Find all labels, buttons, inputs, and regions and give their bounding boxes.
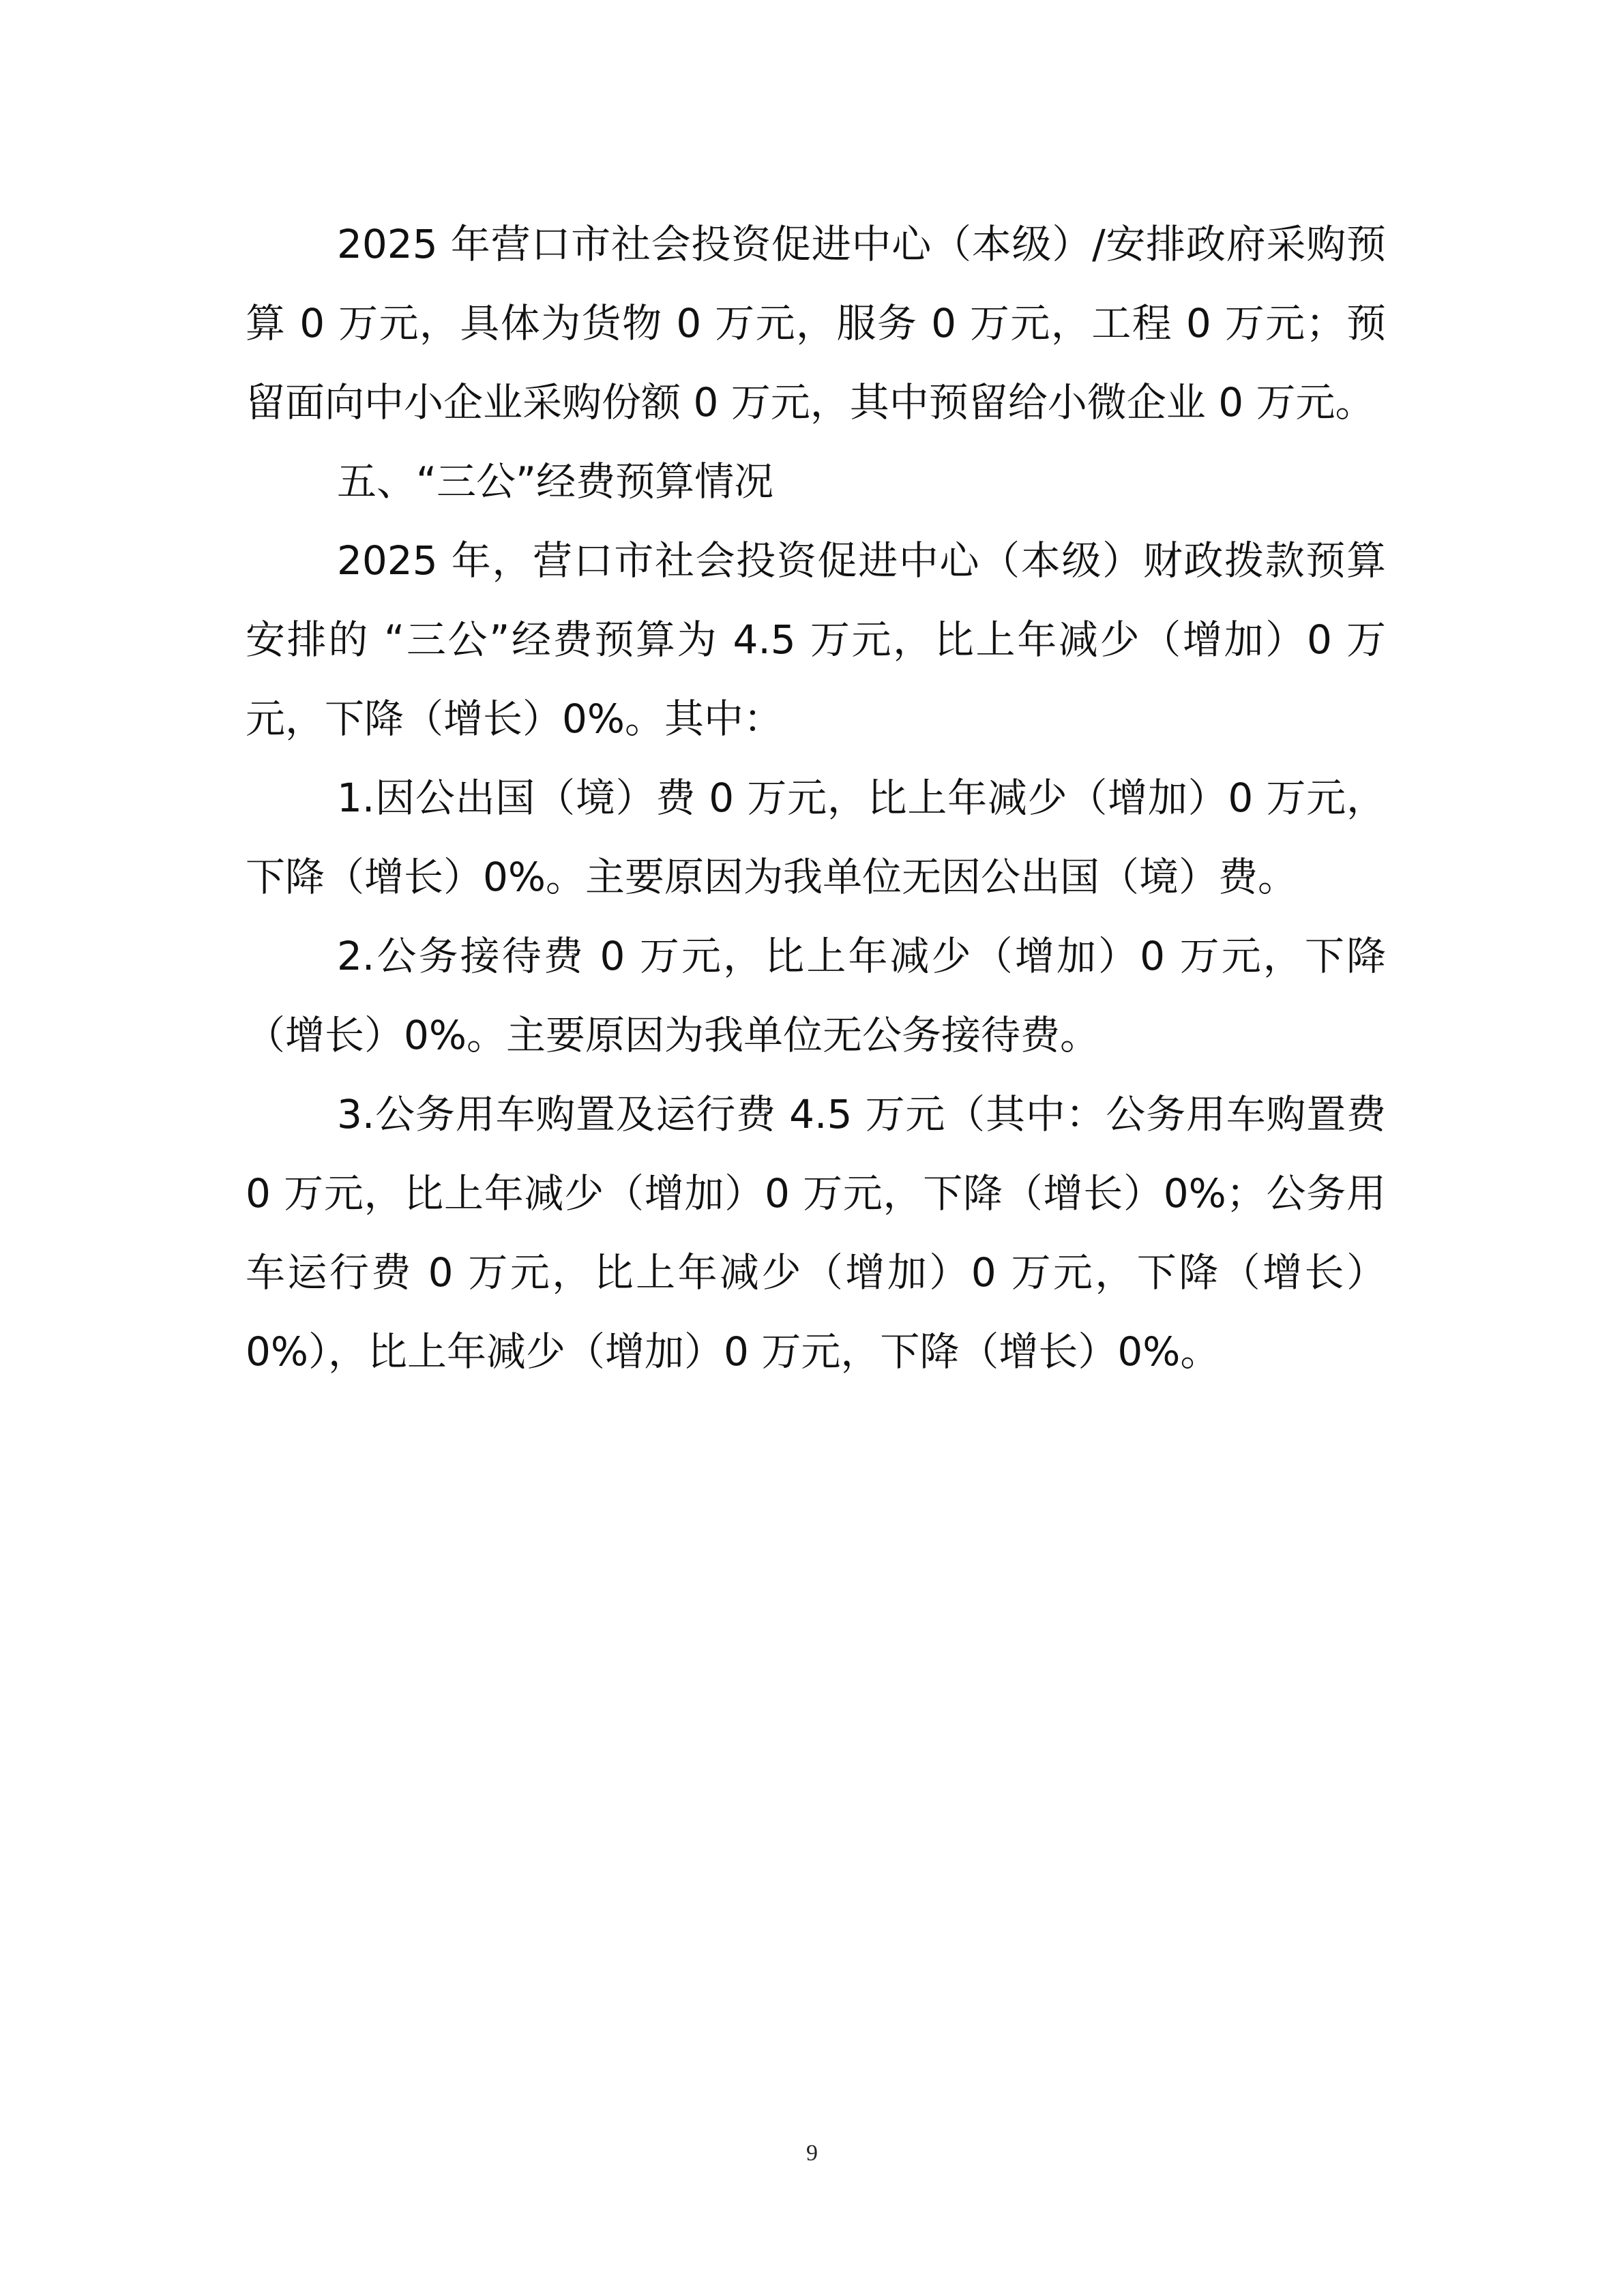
paragraph-three-public-summary: 2025 年，营口市社会投资促进中心（本级）财政拨款预算安排的 “三公”经费预算为 4.5 万元，比上年减少（增加）0 万元，下降（增长）0%。其中： <box>246 537 1386 742</box>
section-heading-three-public-expenses: 五、“三公”经费预算情况 <box>337 458 774 505</box>
paragraph-overseas-travel: 1.因公出国（境）费 0 万元，比上年减少（增加）0 万元，下降（增长）0%。主要原因为我单位无因公出国（境）费。 <box>246 775 1386 900</box>
paragraph-official-reception: 2.公务接待费 0 万元，比上年减少（增加）0 万元，下降（增长）0%。主要原因为我单位无公务接待费。 <box>246 933 1386 1058</box>
page-number: 9 <box>806 2141 818 2166</box>
document-body <box>246 205 1386 1391</box>
paragraph-official-vehicles: 3.公务用车购置及运行费 4.5 万元（其中：公务用车购置费 0 万元，比上年减少（增加）0 万元，下降（增长）0%；公务用车运行费 0 万元，比上年减少（增加）0 万元，下降（增长）0%），比上年减少（增加）0 万元，下降（增长）0%。 <box>246 1091 1386 1375</box>
paragraph-procurement-budget: 2025 年营口市社会投资促进中心（本级）/安排政府采购预算 0 万元，具体为货物 0 万元，服务 0 万元，工程 0 万元；预留面向中小企业采购份额 0 万元，其中预留给小微企业 0 万元。 <box>246 221 1386 426</box>
